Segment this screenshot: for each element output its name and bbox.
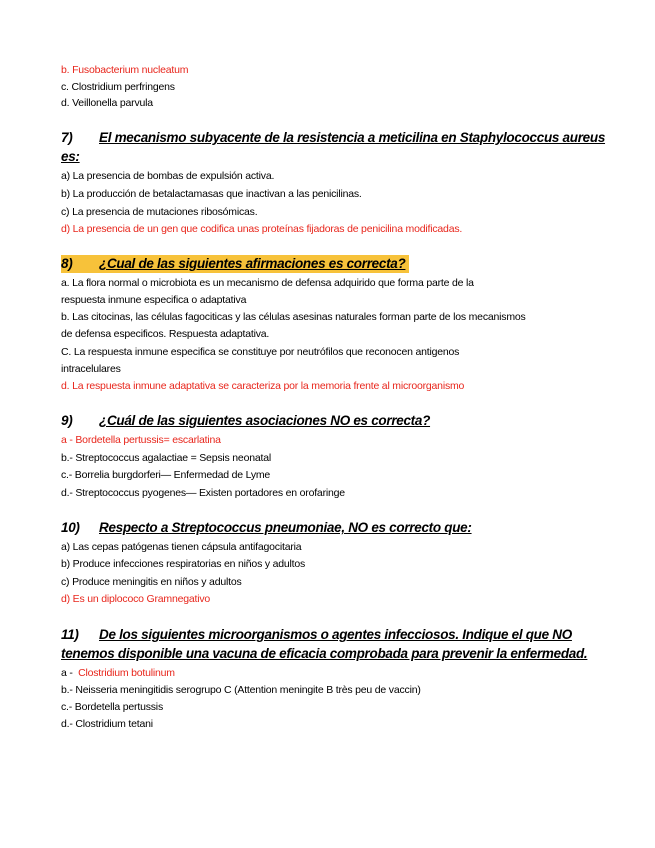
q8-option-b: b. Las citocinas, las células fagociticas y las células asesinas naturales forman parte de los mecanismos [61, 311, 526, 323]
q10-option-d: d) Es un diplococo Gramnegativo [61, 593, 211, 605]
q11-heading-cont [61, 645, 587, 663]
q11-option-c: c.- Bordetella pertussis [61, 701, 163, 713]
q6-option-d: d. Veillonella parvula [61, 97, 153, 109]
q11-number: 11) [61, 627, 79, 642]
q7-number: 7) [61, 130, 73, 145]
q10-text: Respecto a Streptococcus pneumoniae, NO es correcto que: [99, 520, 472, 535]
q10-number: 10) [61, 520, 80, 535]
q9-option-d: d.- Streptococcus pyogenes— Existen portadores en orofaringe [61, 487, 345, 499]
q11-text-line2: tenemos disponible una vacuna de eficacia comprobada para prevenir la enfermedad. [61, 646, 588, 661]
q9-option-b: b.- Streptococcus agalactiae = Sepsis neonatal [61, 452, 271, 464]
q10-option-b: b) Produce infecciones respiratorias en niños y adultos [61, 558, 306, 570]
q9-heading [61, 412, 430, 430]
q11-option-a-prefix: a - [61, 667, 79, 679]
q7-option-b: b) La producción de betalactamasas que inactivan a las penicilinas. [61, 188, 362, 200]
q10-option-c: c) Produce meningitis en niños y adultos [61, 576, 242, 588]
q10-option-a: a) Las cepas patógenas tienen cápsula antifagocitaria [61, 541, 302, 553]
q7-text-line1: El mecanismo subyacente de la resistencia a meticilina en Staphylococcus aureus [99, 130, 606, 145]
q8-option-a: a. La flora normal o microbiota es un mecanismo de defensa adquirido que forma parte de la [61, 277, 474, 289]
q8-heading [61, 255, 409, 273]
q11-option-b: b.- Neisseria meningitidis serogrupo C (Attention meningite B très peu de vaccin) [61, 684, 421, 696]
q11-heading [61, 626, 572, 644]
q8-option-b-cont: de defensa especificos. Respuesta adaptativa. [61, 328, 270, 340]
q8-option-c: C. La respuesta inmune especifica se constituye por neutrófilos que reconocen antigenos [61, 346, 460, 358]
q9-option-a: a - Bordetella pertussis= escarlatina [61, 434, 221, 446]
q8-number: 8) [61, 256, 73, 271]
q9-text: ¿Cuál de las siguientes asociaciones NO es correcta? [99, 413, 431, 428]
q6-option-b: b. Fusobacterium nucleatum [61, 64, 189, 76]
q8-option-a-cont: respuesta inmune especifica o adaptativa [61, 294, 247, 306]
q8-option-c-cont: intracelulares [61, 363, 121, 375]
q11-option-a [61, 666, 175, 680]
q8-option-d: d. La respuesta inmune adaptativa se caracteriza por la memoria frente al microorganismo [61, 380, 465, 392]
q11-option-a-answer: Clostridium botulinum [78, 667, 175, 679]
q7-option-a: a) La presencia de bombas de expulsión activa. [61, 170, 275, 182]
q6-option-c: c. Clostridium perfringens [61, 81, 175, 93]
q11-text-line1: De los siguientes microorganismos o agentes infecciosos. Indique el que NO [99, 627, 572, 642]
q10-heading [61, 519, 472, 537]
q8-text: ¿Cual de las siguientes afirmaciones es correcta? [99, 256, 406, 271]
q7-option-d: d) La presencia de un gen que codifica unas proteínas fijadoras de penicilina modificadas. [61, 223, 463, 235]
q7-heading-cont [61, 148, 80, 166]
q9-number: 9) [61, 413, 73, 428]
q7-text-line2: es: [61, 149, 80, 164]
q7-heading [61, 129, 605, 147]
q11-option-d: d.- Clostridium tetani [61, 718, 153, 730]
q7-option-c: c) La presencia de mutaciones ribosómicas. [61, 206, 258, 218]
q9-option-c: c.- Borrelia burgdorferi— Enfermedad de Lyme [61, 469, 271, 481]
